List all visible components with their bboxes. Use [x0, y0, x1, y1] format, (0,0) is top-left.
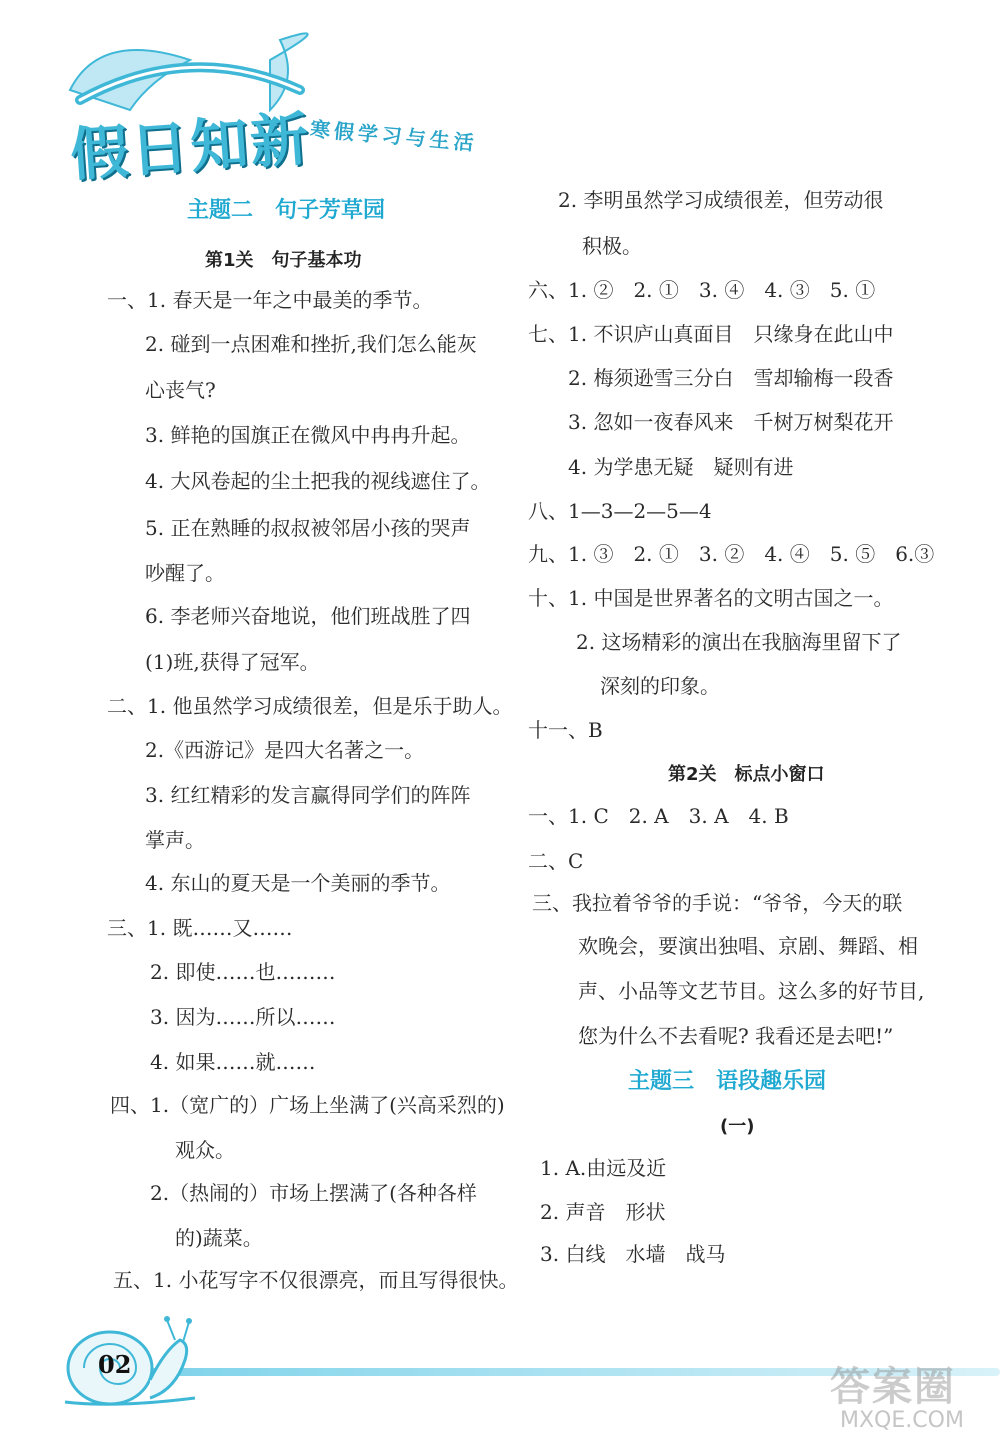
- page-number: 02: [98, 1350, 132, 1379]
- lesson-title: 第1关 句子基本功: [205, 250, 362, 271]
- answer-line: 七、1. 不识庐山真面目 只缘身在此山中: [528, 322, 894, 346]
- answer-line: 掌声。: [145, 828, 205, 852]
- answer-line: 3. 因为……所以……: [150, 1005, 336, 1029]
- logo-subtitle: 寒假学习与生活: [309, 116, 479, 156]
- answer-line: 2. 即使……也………: [150, 960, 336, 984]
- answer-line: 四、1.（宽广的）广场上坐满了(兴高采烈的): [110, 1093, 505, 1117]
- answer-line: 一、1. 春天是一年之中最美的季节。: [107, 288, 433, 312]
- answer-line: 欢晚会，要演出独唱、京剧、舞蹈、相: [578, 934, 918, 958]
- answer-line: 十、1. 中国是世界著名的文明古国之一。: [528, 586, 894, 610]
- answer-line: 五、1. 小花写字不仅很漂亮，而且写得很快。: [113, 1268, 519, 1292]
- answer-line: 六、1. ② 2. ① 3. ④ 4. ③ 5. ①: [528, 278, 876, 302]
- answer-line: 4. 为学患无疑 疑则有进: [568, 455, 794, 479]
- answer-line: 2. 李明虽然学习成绩很差，但劳动很: [558, 188, 884, 212]
- answer-line: 二、C: [528, 849, 584, 873]
- answer-line: 3. 红红精彩的发言赢得同学们的阵阵: [145, 783, 471, 807]
- answer-line: 6. 李老师兴奋地说，他们班战胜了四: [145, 604, 471, 628]
- answer-line: 的)蔬菜。: [175, 1226, 263, 1250]
- watermark: 答案圈: [830, 1364, 956, 1410]
- lesson-title: 第2关 标点小窗口: [668, 764, 825, 785]
- answer-line: 4. 大风卷起的尘土把我的视线遮住了。: [145, 469, 491, 493]
- answer-line: 3. 鲜艳的国旗正在微风中冉冉升起。: [145, 423, 471, 447]
- answer-line: 积极。: [582, 234, 642, 258]
- answer-line: 吵醒了。: [145, 561, 225, 585]
- answer-line: 2. 这场精彩的演出在我脑海里留下了: [576, 630, 902, 654]
- answer-line: 2. 梅须逊雪三分白 雪却输梅一段香: [568, 366, 894, 390]
- answer-line: 十一、B: [528, 718, 603, 742]
- watermark-url: MXQE.COM: [840, 1408, 964, 1433]
- answer-line: 三、我拉着爷爷的手说：“爷爷，今天的联: [532, 891, 903, 915]
- answer-line: 4. 东山的夏天是一个美丽的季节。: [145, 871, 451, 895]
- answer-line: 1. A.由远及近: [540, 1156, 667, 1180]
- answer-line: 九、1. ③ 2. ① 3. ② 4. ④ 5. ⑤ 6.③: [528, 542, 935, 566]
- answer-line: 2. 碰到一点困难和挫折,我们怎么能灰: [145, 332, 477, 356]
- answer-line: 一、1. C 2. A 3. A 4. B: [528, 804, 789, 828]
- answer-line: 心丧气?: [145, 378, 216, 402]
- answer-line: 4. 如果……就……: [150, 1050, 316, 1074]
- answer-line: (1)班,获得了冠军。: [145, 650, 320, 674]
- answer-line: 3. 白线 水墙 战马: [540, 1242, 726, 1266]
- topic-title: 主题二 句子芳草园: [187, 198, 386, 223]
- answer-line: 三、1. 既……又……: [107, 916, 293, 940]
- section-number: (一): [720, 1116, 755, 1137]
- answer-line: 声、小品等文艺节目。这么多的好节目,: [578, 979, 925, 1003]
- answer-line: 观众。: [175, 1138, 235, 1162]
- answer-line: 2.《西游记》是四大名著之一。: [145, 738, 425, 762]
- answer-line: 3. 忽如一夜春风来 千树万树梨花开: [568, 410, 894, 434]
- answer-line: 2.（热闹的）市场上摆满了(各种各样: [150, 1181, 477, 1205]
- topic-title: 主题三 语段趣乐园: [628, 1069, 827, 1094]
- logo: [40, 20, 520, 190]
- answer-line: 二、1. 他虽然学习成绩很差，但是乐于助人。: [107, 694, 513, 718]
- answer-line: 5. 正在熟睡的叔叔被邻居小孩的哭声: [145, 516, 471, 540]
- answer-line: 2. 声音 形状: [540, 1200, 666, 1224]
- answer-line: 您为什么不去看呢? 我看还是去吧!”: [578, 1024, 894, 1048]
- answer-line: 八、1—3—2—5—4: [528, 499, 712, 523]
- logo-title: 假日知新: [68, 104, 313, 190]
- answer-line: 深刻的印象。: [600, 674, 720, 698]
